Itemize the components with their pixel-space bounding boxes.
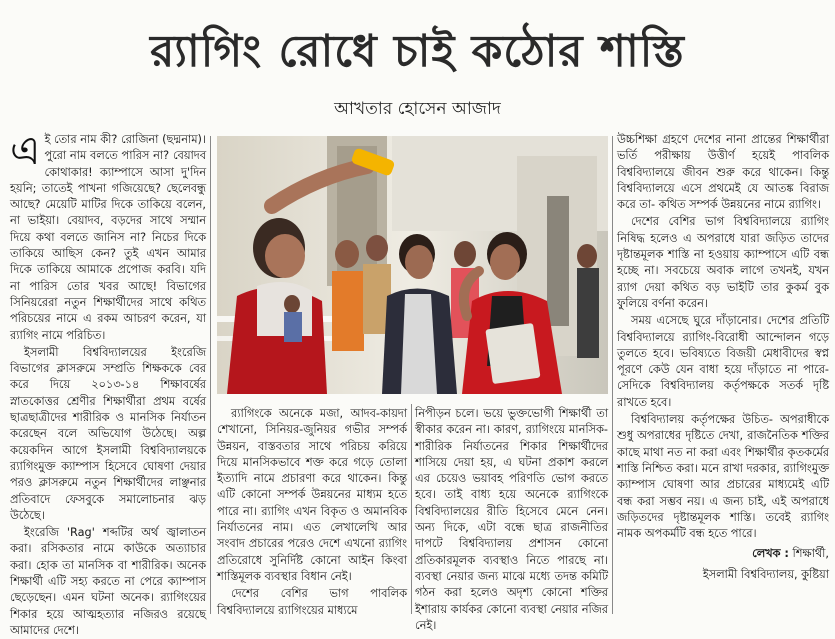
column-divider [210, 136, 211, 614]
paragraph: র‍্যাগিংকে অনেকে মজা, আদব-কায়দা শেখানো, সিনিয়র-জুনিয়র গভীর সম্পর্ক উন্নয়ন, বাস্তবতার সাথে পরিচয় করিয়ে দিয়ে মানসিকভাবে শক্ত করে গড়ে তোলা ইত্যাদি নামে প্রচারণা করে থাকেন। কিন্তু এটি কোনো সম্পর্ক উন্নয়নের মাধ্যম হতে পারে না। র‍্যাগিং এখন বিকৃত ও অমানবিক নির্যাতনের নাম। এত লেখালেখি আর সংবাদ প্রচারের পরেও দেশে এখনো র‍্যাগিং প্রতিরোধে সুনির্দিষ্ট কোনো আইন কিংবা শাস্তিমূলক ব্যবস্থার বিধান নেই। [217, 407, 407, 583]
news-photo [217, 136, 608, 394]
paragraph: নিপীড়ন চলে। ভয়ে ভুক্তভোগী শিক্ষার্থী তা স্বীকার করেন না। কারণ, র‍্যাগিংয়ে মানসিক-শারীরিক নির্যাতনের শিকার শিক্ষার্থীদের শাসিয়ে দেয়া হয়, এ ঘটনা প্রকাশ করলে এর চেয়েও ভয়াবহ পরিণতি ভোগ করতে হবে। তাই বাধ্য হয়ে অনেকে র‍্যাগিংকে বিশ্ববিদ্যালয়ের রীতি হিসেবে মেনে নেন। অন্য দিকে, এটা বন্ধে ছাত্র রাজনীতির দাপটে বিশ্ববিদ্যালয় প্রশাসন কোনো প্রতিকারমূলক ব্যবস্থাও নিতে পারছে না। ব্যবস্থা নেয়ার জন্য মাঝে মধ্যে তদন্ত কমিটি গঠন করা হলেও অদৃশ্য কোনো শক্তির ইশারায় কার্যকর কোনো ব্যবস্থা নেয়ার নজির নেই। [415, 407, 608, 632]
headline: র‍্যাগিং রোধে চাই কঠোর শাস্তি [150, 26, 685, 77]
students-ragging-photo [217, 136, 608, 394]
drop-cap: এ [10, 128, 41, 174]
column-divider [612, 136, 613, 614]
article-column-4 [617, 132, 829, 616]
paragraph: সময় এসেছে ঘুরে দাঁড়ানোর। দেশের প্রতিটি বিশ্ববিদ্যালয়ে র‍্যাগিং-বিরোধী আন্দোলন গড়ে তুলতে হবে। ভবিষ্যতে বিজয়ী মেধাবীদের স্বপ্ন পূরণে কেউ যেন বাধা হয়ে দাঁড়াতে না পারে- সেদিকে বিশ্ববিদ্যালয় কর্তৃপক্ষকে সতর্ক দৃষ্টি রাখতে হবে। [617, 314, 829, 409]
paragraph: বিশ্ববিদ্যালয় কর্তৃপক্ষের উচিত- অপরাধীকে শুধু অপরাধের দৃষ্টিতে দেখা, রাজনৈতিক শক্তির কাছে মাথা নত না করা এবং শিক্ষার্থীর কৃতকর্মের শাস্তি নিশ্চিত করা। মনে রাখা দরকার, র‍্যাগিংমুক্ত ক্যাম্পাস ঘোষণা আর প্রচারের মাধ্যমেই এটি বন্ধ করা সম্ভব নয়। এ জন্য চাই, এই অপরাধে জড়িতদের দৃষ্টান্তমূলক শাস্তি। তবেই র‍্যাগিং নামক অপকর্মটি বন্ধ হতে পারে। [617, 413, 829, 541]
paragraph: ইসলামী বিশ্ববিদ্যালয়ের ইংরেজি বিভাগের ক্লাসরুমে সম্প্রতি শিক্ষককে বের করে দিয়ে ২০১৩-১৪ শিক্ষাবর্ষের স্নাতকোত্তর শ্রেণীর শিক্ষার্থীরা প্রথম বর্ষের ছাত্রছাত্রীদের শারীরিক ও মানসিক নির্যাতন করেছেন বলে অভিযোগ উঠেছে। অল্প কয়েকদিন আগে ইসলামী বিশ্ববিদ্যালয়কে র‍্যাগিংমুক্ত ক্যাম্পাস হিসেবে ঘোষণা দেয়ার পরও ক্লাসরুমে নতুন শিক্ষার্থীদের লাঞ্ছনার প্রতিবাদে ফেসবুকে সমালোচনার ঝড় উঠেছে। [10, 345, 206, 522]
paragraph: এই তোর নাম কী? রোজিনা (ছদ্মনাম)। পুরো নাম বলতে পারিস না? বেয়াদব কোথাকার! ক্যাম্পাসে আসা দু'দিন হয়নি; তাতেই পাখনা গজিয়েছে? ছেলেবন্ধু আছে? মেয়েটি মাটির দিকে তাকিয়ে বলেন, না ভাইয়া। বেয়াদব, বড়দের সাথে সম্মান দিয়ে কথা বলতে জানিস না? নিচের দিকে তাকিয়ে আছিস কেন? তুই এখন আমার দিকে তাকিয়ে আমাকে প্রপোজ করবি। যদি না পারিস তোর খবর আছে! বিভাগের সিনিয়রেরা নতুন শিক্ষার্থীদের সাথে কথিত পরিচয়ের নামে এ রকম আচরণ করেন, যা র‍্যাগিং নামে পরিচিত। [10, 128, 206, 342]
article-column-3 [415, 406, 608, 632]
author-label: লেখক : [752, 547, 789, 561]
article-column-2 [217, 406, 407, 616]
paragraph: ইংরেজি 'Rag' শব্দটির অর্থ জ্বালাতন করা। রসিকতার নামে কাউকে অত্যাচার করা। হোক তা মানসিক বা শারীরিক। অনেক শিক্ষার্থী এটি সহ্য করতে না পেরে ক্যাম্পাস ছেড়েছেন। এমন ঘটনা অনেক। র‍্যাগিংয়ের শিকার হয়ে আত্মহত্যার নজিরও রয়েছে আমাদের দেশে। [10, 526, 206, 637]
author-role: শিক্ষার্থী, [792, 547, 829, 561]
paragraph: উচ্চশিক্ষা গ্রহণে দেশের নানা প্রান্তের শিক্ষার্থীরা ভর্তি পরীক্ষায় উত্তীর্ণ হয়েই পাবলিক বিশ্ববিদ্যালয়ে জীবন শুরু করে থাকেন। কিন্তু বিশ্ববিদ্যালয়ে এসে প্রথমেই যে আতঙ্ক বিরাজ করে তা- কথিত সম্পর্ক উন্নয়নের নামে র‍্যাগিং। [617, 133, 829, 212]
column-divider [411, 404, 412, 614]
paragraph: দেশের বেশির ভাগ বিশ্ববিদ্যালয়ে র‍্যাগিং নিষিদ্ধ হলেও এ অপরাধে যারা জড়িত তাদের দৃষ্টান্তমূলক শাস্তি না হওয়ায় ক্যাম্পাসে এটি বন্ধ হচ্ছে না। সবচেয়ে অবাক লাগে তখনই, যখন র‍্যাগ দেয়া কথিত বড় ভাইটি তার কুকর্ম বুক ফুলিয়ে বর্ণনা করেন। [617, 215, 829, 310]
byline: আখতার হোসেন আজাদ [334, 99, 501, 119]
author-affiliation: ইসলামী বিশ্ববিদ্যালয়, কুষ্টিয়া [702, 567, 829, 581]
article-column-1 [10, 128, 206, 637]
paragraph: দেশের বেশির ভাগ পাবলিক বিশ্ববিদ্যালয়ে র‍্যাগিংয়ের মাধ্যমে [217, 587, 407, 617]
author-credit [617, 546, 829, 562]
